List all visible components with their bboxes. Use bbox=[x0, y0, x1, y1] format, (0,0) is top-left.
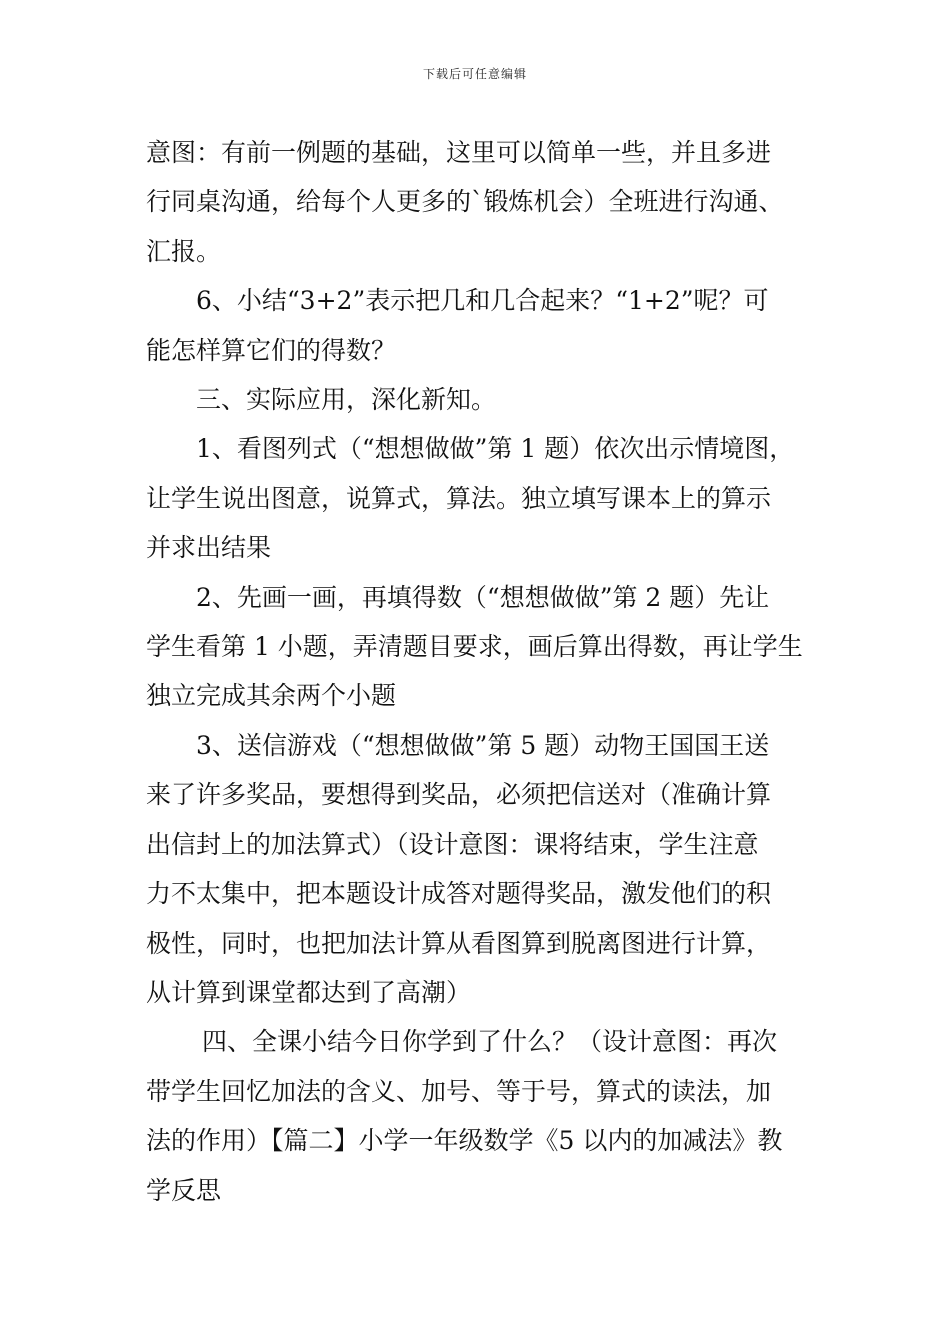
text-line: 来了许多奖品，要想得到奖品，必须把信送对（准确计算 bbox=[146, 780, 772, 810]
text-line: 让学生说出图意，说算式，算法。独立填写课本上的算示 bbox=[146, 483, 772, 513]
paragraph-summary-6 bbox=[146, 276, 810, 375]
paragraph-item-1 bbox=[146, 424, 810, 572]
text-line: 法的作用）【篇二】小学一年级数学《5 以内的加减法》教 bbox=[146, 1126, 783, 1156]
text-line: 行同桌沟通，给每个人更多的`锻炼机会）全班进行沟通、 bbox=[146, 187, 784, 217]
text-line: 带学生回忆加法的含义、加号、等于号，算式的读法，加 bbox=[146, 1076, 772, 1106]
paragraph-item-3 bbox=[146, 721, 810, 1017]
document-body bbox=[146, 128, 810, 1215]
text-line: 四、全课小结今日你学到了什么？（设计意图：再次 bbox=[202, 1027, 778, 1057]
text-line: 3、送信游戏（“想想做做”第 5 题）动物王国国王送 bbox=[196, 730, 770, 760]
text-line: 从计算到课堂都达到了高潮） bbox=[146, 977, 472, 1007]
text-line: 意图：有前一例题的基础，这里可以简单一些，并且多进 bbox=[146, 138, 772, 167]
text-line: 6、小结“3+2”表示把几和几合起来？“1+2”呢？可 bbox=[196, 286, 769, 316]
text-line: 学反思 bbox=[146, 1175, 222, 1205]
text-line: 汇报。 bbox=[146, 236, 222, 266]
paragraph-item-2 bbox=[146, 573, 810, 721]
paragraph-design-intent bbox=[146, 128, 810, 276]
text-line: 1、看图列式（“想想做做”第 1 题）依次出示情境图， bbox=[196, 434, 795, 464]
paragraph-section-4 bbox=[146, 1017, 810, 1215]
paragraph-section-3-heading bbox=[146, 375, 810, 424]
text-line: 力不太集中，把本题设计成答对题得奖品，激发他们的积 bbox=[146, 879, 772, 909]
page-header: 下载后可任意编辑 bbox=[422, 67, 527, 81]
text-line: 并求出结果 bbox=[146, 533, 272, 563]
text-line: 2、先画一画，再填得数（“想想做做”第 2 题）先让 bbox=[196, 582, 770, 612]
text-line: 独立完成其余两个小题 bbox=[146, 681, 397, 711]
text-line: 能怎样算它们的得数？ bbox=[146, 335, 397, 365]
text-line: 出信封上的加法算式）（设计意图：课将结束，学生注意 bbox=[146, 829, 759, 859]
text-line: 极性，同时，也把加法计算从看图算到脱离图进行计算， bbox=[146, 928, 772, 958]
text-line: 三、实际应用，深化新知。 bbox=[196, 385, 497, 415]
text-line: 学生看第 1 小题，弄清题目要求，画后算出得数，再让学生 bbox=[146, 632, 803, 662]
